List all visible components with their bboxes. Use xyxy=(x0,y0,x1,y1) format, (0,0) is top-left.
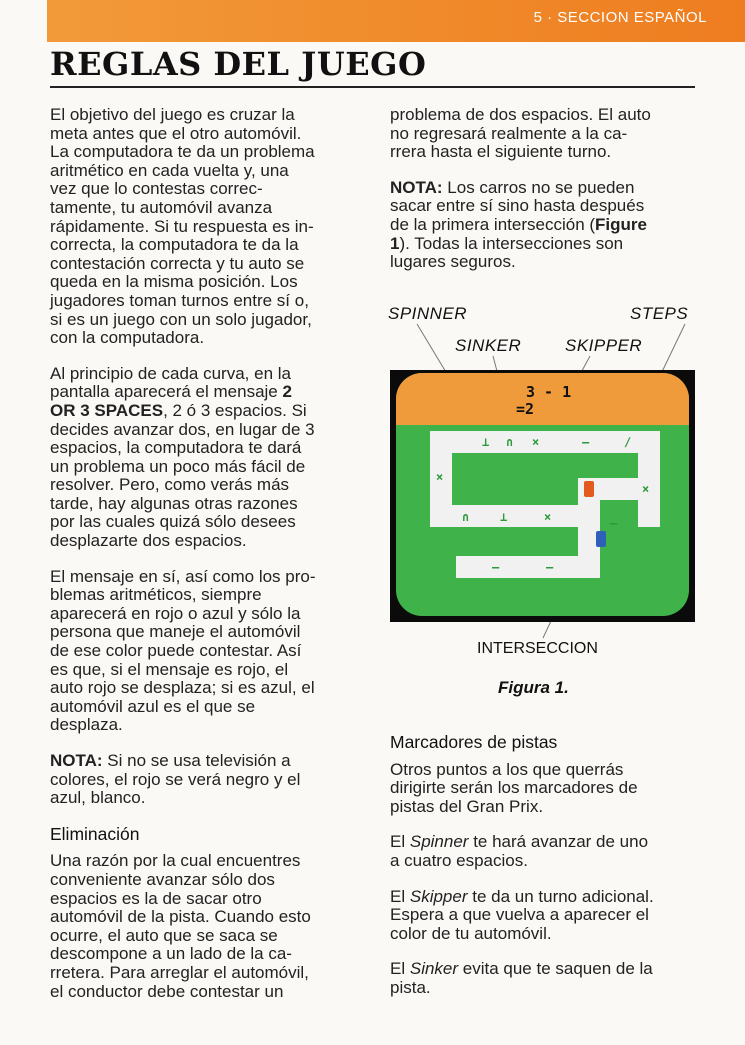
title-rule xyxy=(50,86,695,88)
track-bottom xyxy=(456,556,600,578)
elimination-paragraph: Una razón por la cual encuentres conveniente avanzar sólo dos espacios es la de sacar otro automóvil de la pista. Cuando esto ocurre, el auto que se saca se descompone a un lado de la ca- rretera. Para arreglar el automóvil, el conductor debe contestar un xyxy=(50,851,311,1001)
elimination-heading: Eliminación xyxy=(50,823,140,844)
intro-paragraph: El objetivo del juego es cruzar la meta antes que el otro automóvil. La computadora te da un problema aritmético en cada vuelta y, una vez que lo contestas correc- tamente, tu automóvil avanza rápidamente. Si tu respuesta es in- correcta, la computadora te da la contestación correcta y tu auto se queda en la misma posición. Los jugadores toman turnos entre sí o, si es un juego con un solo jugador, con la computadora. xyxy=(50,105,315,348)
spinner-paragraph: El Spinner te hará avanzar de uno a cuatro espacios. xyxy=(390,832,649,870)
markers-paragraph: Otros puntos a los que querrás dirigirte serán los marcadores de pistas del Gran Prix. xyxy=(390,759,638,816)
curve-paragraph: Al principio de cada curva, en la pantalla aparecerá el mensaje 2 OR 3 SPACES, 2 ó 3 espacios. Si decides avanzar dos, en lugar de 3 espacios, la computadora te dará un problema un poco más fácil de resolver. Pero, como verás más tarde, hay algunas otras razones por las cuales quizá sólo desees desplazarte dos espacios. xyxy=(50,363,315,551)
continuation-paragraph: problema de dos espacios. El auto no regresará realmente a la ca- rrera hasta el siguiente turno. xyxy=(390,105,651,162)
red-car xyxy=(584,481,594,497)
markers-heading: Marcadores de pistas xyxy=(390,732,558,752)
message-paragraph: El mensaje en sí, así como los pro- blemas aritméticos, siempre aparecerá en rojo o azul y sólo la persona que maneje el automóvil de ese color puede contestar. Así es que, si el mensaje es rojo, el auto rojo se desplaza; si es azul, el automóvil azul es el que se desplaza. xyxy=(50,566,316,735)
right-column-top xyxy=(390,106,695,289)
intersection-caption: INTERSECCION xyxy=(477,640,598,657)
skipper-paragraph: El Skipper te da un turno adicional. Espera a que vuelva a aparecer el color de tu automóvil. xyxy=(390,886,654,943)
sinker-paragraph: El Sinker evita que te saquen de la pista. xyxy=(390,959,653,997)
page-title: REGLAS DEL JUEGO xyxy=(50,45,427,83)
spinner-label: SPINNER xyxy=(388,304,468,323)
math-answer: =2 xyxy=(516,400,535,418)
blue-car xyxy=(596,531,606,547)
sinker-label: SINKER xyxy=(455,336,522,355)
section-label: 5 · SECCION ESPAÑOL xyxy=(533,9,707,26)
intersection-note: NOTA: Los carros no se pueden sacar entre sí sino hasta después de la primera intersección (Figure 1). Todas la intersecciones son lugares seguros. xyxy=(390,177,647,272)
figure-title: Figura 1. xyxy=(498,678,569,697)
section-header-band xyxy=(47,0,745,42)
game-screen: 3 - 1 =2 ⊥ ∩ × — ∕ × ∩ ⊥ × × — — — xyxy=(396,373,689,616)
figure-1 xyxy=(385,300,697,705)
steps-label: STEPS xyxy=(630,304,689,323)
skipper-label: SKIPPER xyxy=(565,336,643,355)
right-column-bottom xyxy=(390,733,695,1015)
math-problem: 3 - 1 xyxy=(526,383,572,401)
game-screen-bezel xyxy=(390,370,695,622)
left-column xyxy=(50,106,358,1018)
color-note: NOTA: Si no se usa televisión a colores, el rojo se verá negro y el azul, blanco. xyxy=(50,751,301,808)
